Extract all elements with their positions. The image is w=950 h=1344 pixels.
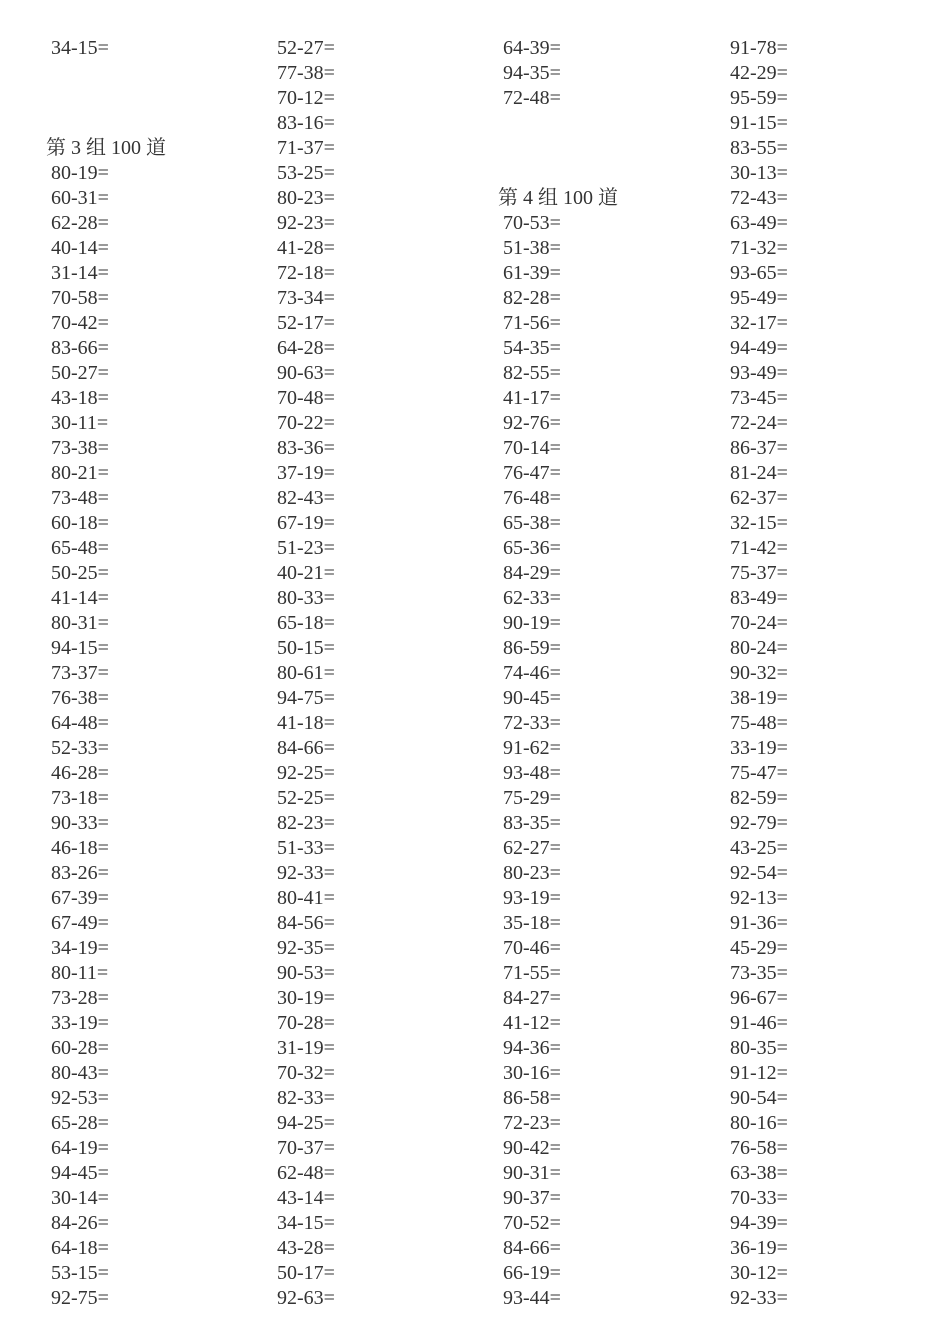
blank-line bbox=[46, 111, 272, 136]
subtraction-problem: 70-42= bbox=[51, 312, 109, 334]
subtraction-problem: 83-16= bbox=[277, 112, 335, 134]
subtraction-problem: 91-62= bbox=[503, 737, 561, 759]
subtraction-problem: 73-18= bbox=[51, 787, 109, 809]
subtraction-problem: 81-24= bbox=[730, 462, 788, 484]
subtraction-problem: 65-18= bbox=[277, 612, 335, 634]
subtraction-problem: 86-58= bbox=[503, 1087, 561, 1109]
subtraction-problem: 62-48= bbox=[277, 1162, 335, 1184]
subtraction-problem: 73-28= bbox=[51, 987, 109, 1009]
subtraction-problem: 80-19= bbox=[51, 162, 109, 184]
subtraction-problem: 52-25= bbox=[277, 787, 335, 809]
blank-line bbox=[498, 136, 724, 161]
subtraction-problem: 93-19= bbox=[503, 887, 561, 909]
subtraction-problem: 70-58= bbox=[51, 287, 109, 309]
subtraction-problem: 35-18= bbox=[503, 912, 561, 934]
subtraction-problem: 94-49= bbox=[730, 337, 788, 359]
subtraction-problem: 80-31= bbox=[51, 612, 109, 634]
subtraction-problem: 82-28= bbox=[503, 287, 561, 309]
subtraction-problem: 73-45= bbox=[730, 387, 788, 409]
subtraction-problem: 86-59= bbox=[503, 637, 561, 659]
subtraction-problem: 66-19= bbox=[503, 1262, 561, 1284]
subtraction-problem: 65-28= bbox=[51, 1112, 109, 1134]
subtraction-problem: 90-37= bbox=[503, 1187, 561, 1209]
subtraction-problem: 70-52= bbox=[503, 1212, 561, 1234]
subtraction-problem: 80-41= bbox=[277, 887, 335, 909]
subtraction-problem: 84-66= bbox=[277, 737, 335, 759]
subtraction-problem: 74-46= bbox=[503, 662, 561, 684]
subtraction-problem: 33-19= bbox=[730, 737, 788, 759]
subtraction-problem: 41-12= bbox=[503, 1012, 561, 1034]
subtraction-problem: 80-23= bbox=[503, 862, 561, 884]
subtraction-problem: 70-37= bbox=[277, 1137, 335, 1159]
subtraction-problem: 92-35= bbox=[277, 937, 335, 959]
subtraction-problem: 50-15= bbox=[277, 637, 335, 659]
subtraction-problem: 90-45= bbox=[503, 687, 561, 709]
subtraction-problem: 94-39= bbox=[730, 1212, 788, 1234]
subtraction-problem: 75-29= bbox=[503, 787, 561, 809]
subtraction-problem: 41-28= bbox=[277, 237, 335, 259]
subtraction-problem: 83-55= bbox=[730, 137, 788, 159]
subtraction-problem: 70-33= bbox=[730, 1187, 788, 1209]
subtraction-problem: 90-63= bbox=[277, 362, 335, 384]
subtraction-problem: 83-66= bbox=[51, 337, 109, 359]
subtraction-problem: 62-27= bbox=[503, 837, 561, 859]
subtraction-problem: 53-15= bbox=[51, 1262, 109, 1284]
subtraction-problem: 90-19= bbox=[503, 612, 561, 634]
subtraction-problem: 45-29= bbox=[730, 937, 788, 959]
subtraction-problem: 76-58= bbox=[730, 1137, 788, 1159]
subtraction-problem: 80-23= bbox=[277, 187, 335, 209]
subtraction-problem: 30-19= bbox=[277, 987, 335, 1009]
subtraction-problem: 92-79= bbox=[730, 812, 788, 834]
subtraction-problem: 92-13= bbox=[730, 887, 788, 909]
subtraction-problem: 73-38= bbox=[51, 437, 109, 459]
subtraction-problem: 65-48= bbox=[51, 537, 109, 559]
subtraction-problem: 92-23= bbox=[277, 212, 335, 234]
subtraction-problem: 82-33= bbox=[277, 1087, 335, 1109]
subtraction-problem: 60-28= bbox=[51, 1037, 109, 1059]
subtraction-problem: 80-33= bbox=[277, 587, 335, 609]
subtraction-problem: 67-19= bbox=[277, 512, 335, 534]
subtraction-problem: 70-48= bbox=[277, 387, 335, 409]
subtraction-problem: 41-14= bbox=[51, 587, 109, 609]
subtraction-problem: 46-18= bbox=[51, 837, 109, 859]
column-4 bbox=[725, 36, 950, 1311]
subtraction-problem: 77-38= bbox=[277, 62, 335, 84]
subtraction-problem: 62-28= bbox=[51, 212, 109, 234]
subtraction-problem: 64-19= bbox=[51, 1137, 109, 1159]
subtraction-problem: 95-49= bbox=[730, 287, 788, 309]
subtraction-problem: 84-56= bbox=[277, 912, 335, 934]
subtraction-problem: 70-46= bbox=[503, 937, 561, 959]
subtraction-problem: 90-42= bbox=[503, 1137, 561, 1159]
subtraction-problem: 92-54= bbox=[730, 862, 788, 884]
subtraction-problem: 71-42= bbox=[730, 537, 788, 559]
subtraction-problem: 34-15= bbox=[51, 37, 109, 59]
subtraction-problem: 64-39= bbox=[503, 37, 561, 59]
subtraction-problem: 71-37= bbox=[277, 137, 335, 159]
column-3 bbox=[498, 36, 724, 1311]
subtraction-problem: 62-37= bbox=[730, 487, 788, 509]
subtraction-problem: 50-27= bbox=[51, 362, 109, 384]
subtraction-problem: 30-11= bbox=[51, 412, 109, 434]
subtraction-problem: 80-11= bbox=[51, 962, 109, 984]
subtraction-problem: 30-14= bbox=[51, 1187, 109, 1209]
subtraction-problem: 40-21= bbox=[277, 562, 335, 584]
subtraction-problem: 83-49= bbox=[730, 587, 788, 609]
subtraction-problem: 46-28= bbox=[51, 762, 109, 784]
subtraction-problem: 94-25= bbox=[277, 1112, 335, 1134]
subtraction-problem: 53-25= bbox=[277, 162, 335, 184]
blank-line bbox=[498, 161, 724, 186]
subtraction-problem: 82-59= bbox=[730, 787, 788, 809]
subtraction-problem: 31-14= bbox=[51, 262, 109, 284]
subtraction-problem: 91-78= bbox=[730, 37, 788, 59]
subtraction-problem: 94-75= bbox=[277, 687, 335, 709]
subtraction-problem: 93-65= bbox=[730, 262, 788, 284]
subtraction-problem: 91-36= bbox=[730, 912, 788, 934]
subtraction-problem: 67-39= bbox=[51, 887, 109, 909]
subtraction-problem: 32-15= bbox=[730, 512, 788, 534]
blank-line bbox=[46, 61, 272, 86]
subtraction-problem: 61-39= bbox=[503, 262, 561, 284]
subtraction-problem: 90-54= bbox=[730, 1087, 788, 1109]
subtraction-problem: 82-43= bbox=[277, 487, 335, 509]
blank-line bbox=[46, 86, 272, 111]
subtraction-problem: 73-35= bbox=[730, 962, 788, 984]
subtraction-problem: 83-36= bbox=[277, 437, 335, 459]
subtraction-problem: 80-61= bbox=[277, 662, 335, 684]
subtraction-problem: 84-26= bbox=[51, 1212, 109, 1234]
subtraction-problem: 72-43= bbox=[730, 187, 788, 209]
subtraction-problem: 95-59= bbox=[730, 87, 788, 109]
subtraction-problem: 70-14= bbox=[503, 437, 561, 459]
subtraction-problem: 80-35= bbox=[730, 1037, 788, 1059]
subtraction-problem: 80-16= bbox=[730, 1112, 788, 1134]
subtraction-problem: 71-32= bbox=[730, 237, 788, 259]
subtraction-problem: 80-43= bbox=[51, 1062, 109, 1084]
subtraction-problem: 65-36= bbox=[503, 537, 561, 559]
subtraction-problem: 70-12= bbox=[277, 87, 335, 109]
subtraction-problem: 42-29= bbox=[730, 62, 788, 84]
subtraction-problem: 51-38= bbox=[503, 237, 561, 259]
subtraction-problem: 94-45= bbox=[51, 1162, 109, 1184]
subtraction-problem: 86-37= bbox=[730, 437, 788, 459]
subtraction-problem: 34-19= bbox=[51, 937, 109, 959]
subtraction-problem: 92-53= bbox=[51, 1087, 109, 1109]
subtraction-problem: 51-23= bbox=[277, 537, 335, 559]
subtraction-problem: 64-28= bbox=[277, 337, 335, 359]
subtraction-problem: 91-46= bbox=[730, 1012, 788, 1034]
subtraction-problem: 94-35= bbox=[503, 62, 561, 84]
subtraction-problem: 63-49= bbox=[730, 212, 788, 234]
subtraction-problem: 94-36= bbox=[503, 1037, 561, 1059]
subtraction-problem: 83-26= bbox=[51, 862, 109, 884]
subtraction-problem: 72-33= bbox=[503, 712, 561, 734]
subtraction-problem: 37-19= bbox=[277, 462, 335, 484]
subtraction-problem: 93-48= bbox=[503, 762, 561, 784]
subtraction-problem: 82-23= bbox=[277, 812, 335, 834]
subtraction-problem: 70-28= bbox=[277, 1012, 335, 1034]
subtraction-problem: 72-48= bbox=[503, 87, 561, 109]
subtraction-problem: 52-33= bbox=[51, 737, 109, 759]
subtraction-problem: 54-35= bbox=[503, 337, 561, 359]
subtraction-problem: 36-19= bbox=[730, 1237, 788, 1259]
subtraction-problem: 84-29= bbox=[503, 562, 561, 584]
subtraction-problem: 65-38= bbox=[503, 512, 561, 534]
subtraction-problem: 92-75= bbox=[51, 1287, 109, 1309]
subtraction-problem: 72-24= bbox=[730, 412, 788, 434]
subtraction-problem: 75-47= bbox=[730, 762, 788, 784]
subtraction-problem: 31-19= bbox=[277, 1037, 335, 1059]
subtraction-problem: 90-32= bbox=[730, 662, 788, 684]
subtraction-problem: 84-27= bbox=[503, 987, 561, 1009]
subtraction-problem: 43-18= bbox=[51, 387, 109, 409]
group-heading: 第 3 组 100 道 bbox=[46, 137, 166, 159]
subtraction-problem: 82-55= bbox=[503, 362, 561, 384]
subtraction-problem: 52-17= bbox=[277, 312, 335, 334]
subtraction-problem: 43-28= bbox=[277, 1237, 335, 1259]
subtraction-problem: 41-18= bbox=[277, 712, 335, 734]
subtraction-problem: 43-14= bbox=[277, 1187, 335, 1209]
subtraction-problem: 38-19= bbox=[730, 687, 788, 709]
subtraction-problem: 34-15= bbox=[277, 1212, 335, 1234]
subtraction-problem: 90-31= bbox=[503, 1162, 561, 1184]
subtraction-problem: 51-33= bbox=[277, 837, 335, 859]
subtraction-problem: 92-63= bbox=[277, 1287, 335, 1309]
subtraction-problem: 41-17= bbox=[503, 387, 561, 409]
subtraction-problem: 64-18= bbox=[51, 1237, 109, 1259]
subtraction-problem: 72-23= bbox=[503, 1112, 561, 1134]
subtraction-problem: 32-17= bbox=[730, 312, 788, 334]
subtraction-problem: 64-48= bbox=[51, 712, 109, 734]
subtraction-problem: 60-18= bbox=[51, 512, 109, 534]
subtraction-problem: 93-44= bbox=[503, 1287, 561, 1309]
subtraction-problem: 92-33= bbox=[730, 1287, 788, 1309]
subtraction-problem: 71-56= bbox=[503, 312, 561, 334]
subtraction-problem: 30-13= bbox=[730, 162, 788, 184]
subtraction-problem: 75-37= bbox=[730, 562, 788, 584]
subtraction-problem: 90-33= bbox=[51, 812, 109, 834]
subtraction-problem: 70-53= bbox=[503, 212, 561, 234]
subtraction-problem: 30-12= bbox=[730, 1262, 788, 1284]
subtraction-problem: 92-76= bbox=[503, 412, 561, 434]
subtraction-problem: 90-53= bbox=[277, 962, 335, 984]
subtraction-problem: 70-24= bbox=[730, 612, 788, 634]
subtraction-problem: 62-33= bbox=[503, 587, 561, 609]
subtraction-problem: 40-14= bbox=[51, 237, 109, 259]
subtraction-problem: 80-21= bbox=[51, 462, 109, 484]
subtraction-problem: 80-24= bbox=[730, 637, 788, 659]
subtraction-problem: 60-31= bbox=[51, 187, 109, 209]
subtraction-problem: 73-34= bbox=[277, 287, 335, 309]
subtraction-problem: 73-48= bbox=[51, 487, 109, 509]
subtraction-problem: 50-25= bbox=[51, 562, 109, 584]
subtraction-problem: 67-49= bbox=[51, 912, 109, 934]
subtraction-problem: 75-48= bbox=[730, 712, 788, 734]
subtraction-problem: 76-47= bbox=[503, 462, 561, 484]
subtraction-problem: 84-66= bbox=[503, 1237, 561, 1259]
column-2 bbox=[272, 36, 498, 1311]
column-1 bbox=[46, 36, 272, 1311]
subtraction-problem: 43-25= bbox=[730, 837, 788, 859]
subtraction-problem: 52-27= bbox=[277, 37, 335, 59]
blank-line bbox=[498, 111, 724, 136]
subtraction-problem: 30-16= bbox=[503, 1062, 561, 1084]
subtraction-problem: 92-33= bbox=[277, 862, 335, 884]
subtraction-problem: 92-25= bbox=[277, 762, 335, 784]
subtraction-problem: 93-49= bbox=[730, 362, 788, 384]
subtraction-problem: 71-55= bbox=[503, 962, 561, 984]
subtraction-problem: 76-48= bbox=[503, 487, 561, 509]
subtraction-problem: 70-22= bbox=[277, 412, 335, 434]
subtraction-problem: 63-38= bbox=[730, 1162, 788, 1184]
subtraction-problem: 70-32= bbox=[277, 1062, 335, 1084]
subtraction-problem: 94-15= bbox=[51, 637, 109, 659]
subtraction-problem: 50-17= bbox=[277, 1262, 335, 1284]
subtraction-problem: 73-37= bbox=[51, 662, 109, 684]
subtraction-problem: 91-12= bbox=[730, 1062, 788, 1084]
subtraction-problem: 33-19= bbox=[51, 1012, 109, 1034]
subtraction-problem: 76-38= bbox=[51, 687, 109, 709]
subtraction-problem: 96-67= bbox=[730, 987, 788, 1009]
subtraction-problem: 91-15= bbox=[730, 112, 788, 134]
subtraction-problem: 72-18= bbox=[277, 262, 335, 284]
subtraction-problem: 83-35= bbox=[503, 812, 561, 834]
group-heading: 第 4 组 100 道 bbox=[498, 187, 618, 209]
